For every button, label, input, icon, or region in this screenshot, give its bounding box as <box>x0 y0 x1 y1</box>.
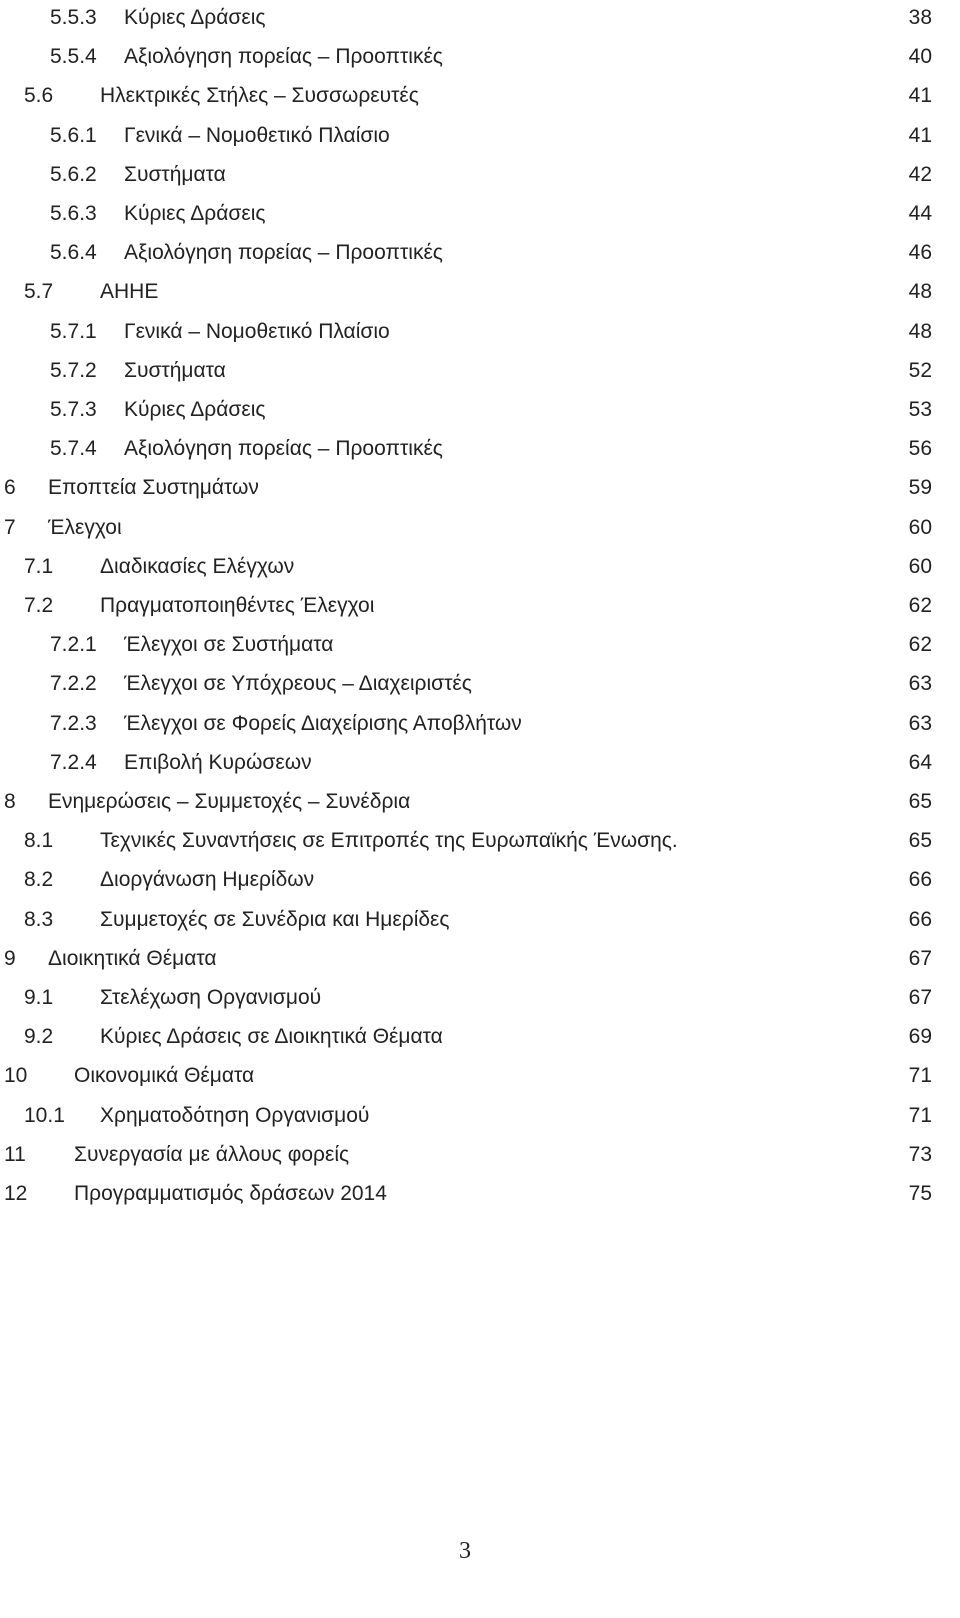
toc-entry-number: 7.2 <box>24 594 54 617</box>
toc-entry-title: Συνεργασία με άλλους φορείς <box>74 1142 350 1166</box>
toc-entry-title: Γενικά – Νομοθετικό Πλαίσιο <box>124 123 390 147</box>
toc-entry-page: 40 <box>908 45 932 69</box>
toc-entry-title: Εποπτεία Συστημάτων <box>48 476 259 500</box>
toc-entry-page: 48 <box>908 319 932 343</box>
toc-entry[interactable] <box>24 78 932 114</box>
toc-entry[interactable] <box>50 0 932 36</box>
toc-entry[interactable] <box>24 274 932 310</box>
toc-entry-title: Ηλεκτρικές Στήλες – Συσσωρευτές <box>100 84 419 108</box>
toc-entry-page: 60 <box>908 515 932 539</box>
toc-entry-title: ΑΗΗΕ <box>100 280 159 304</box>
toc-entry-title: Οικονομικά Θέματα <box>74 1064 255 1088</box>
toc-entry[interactable] <box>24 902 932 938</box>
toc-entry-number: 7.2.3 <box>50 711 97 735</box>
toc-entry[interactable] <box>50 39 932 75</box>
toc-entry-page: 75 <box>908 1182 932 1205</box>
toc-entry-title: Συμμετοχές σε Συνέδρια και Ημερίδες <box>100 907 450 931</box>
toc-entry-number: 5.7.1 <box>50 319 97 343</box>
toc-entry-title: Πραγματοποιηθέντες Έλεγχοι <box>100 594 375 617</box>
page-number: 3 <box>459 1538 471 1564</box>
toc-entry-page: 41 <box>908 84 932 108</box>
toc-entry-title: Έλεγχοι σε Υπόχρεους – Διαχειριστές <box>124 672 472 696</box>
toc-entry-number: 5.7.3 <box>50 398 97 421</box>
toc-entry-number: 7 <box>4 515 16 539</box>
toc-entry-title: Διαδικασίες Ελέγχων <box>100 554 295 578</box>
toc-entry[interactable] <box>50 235 932 271</box>
toc-entry[interactable] <box>24 980 932 1016</box>
toc-entry-number: 8 <box>4 790 16 813</box>
toc-entry-title: Έλεγχοι σε Φορείς Διαχείρισης Αποβλήτων <box>124 711 522 735</box>
toc-entry-page: 66 <box>908 907 932 931</box>
toc-entry-title: Διοικητικά Θέματα <box>48 946 217 970</box>
toc-entry-title: Συστήματα <box>124 358 226 382</box>
toc-entry-number: 7.2.2 <box>50 672 97 696</box>
toc-entry-title: Τεχνικές Συναντήσεις σε Επιτροπές της Ευρωπαϊκής Ένωσης. <box>100 829 678 853</box>
toc-entry-number: 5.6 <box>24 84 54 108</box>
toc-entry[interactable] <box>24 823 932 859</box>
toc-entry-title: Κύριες Δράσεις σε Διοικητικά Θέματα <box>100 1025 443 1049</box>
toc-entry-number: 8.2 <box>24 868 54 892</box>
toc-entry-title: Κύριες Δράσεις <box>124 202 266 225</box>
toc-entry-page: 71 <box>908 1103 932 1127</box>
toc-entry-number: 7.2.4 <box>50 750 97 774</box>
toc-entry-page: 56 <box>908 437 932 461</box>
toc-entry-number: 9.2 <box>24 1025 54 1049</box>
toc-entry-number: 5.6.3 <box>50 202 97 225</box>
toc-entry-page: 46 <box>908 241 932 265</box>
toc-entry-number: 5.6.1 <box>50 123 97 147</box>
toc-entry[interactable] <box>50 157 932 193</box>
toc-entry-number: 8.3 <box>24 907 54 931</box>
toc-entry-page: 64 <box>908 750 932 774</box>
toc-entry-page: 71 <box>908 1064 932 1088</box>
toc-entry[interactable] <box>50 745 932 781</box>
toc-entry-number: 5.7.4 <box>50 437 97 461</box>
toc-entry-page: 41 <box>908 123 932 147</box>
toc-entry-number: 6 <box>4 476 16 500</box>
toc-entry-number: 9 <box>4 946 16 970</box>
toc-entry-title: Γενικά – Νομοθετικό Πλαίσιο <box>124 319 390 343</box>
toc-entry-title: Κύριες Δράσεις <box>124 398 266 421</box>
toc-entry-title: Αξιολόγηση πορείας – Προοπτικές <box>124 241 443 265</box>
toc-entry-number: 5.7.2 <box>50 358 97 382</box>
toc-entry-number: 7.1 <box>24 554 54 578</box>
toc-entry[interactable] <box>50 314 932 350</box>
toc-entry-title: Διοργάνωση Ημερίδων <box>100 868 315 892</box>
toc-entry[interactable] <box>4 1058 932 1094</box>
toc-entry[interactable] <box>24 588 932 624</box>
toc-entry-title: Αξιολόγηση πορείας – Προοπτικές <box>124 437 443 461</box>
toc-entry-title: Επιβολή Κυρώσεων <box>124 750 312 774</box>
toc-entry-page: 42 <box>908 162 932 186</box>
toc-entry-page: 38 <box>908 6 932 29</box>
toc-entry[interactable] <box>50 392 932 428</box>
toc-entry[interactable] <box>50 431 932 467</box>
toc-entry-title: Συστήματα <box>124 162 226 186</box>
toc-entry[interactable] <box>4 941 932 977</box>
toc-entry-page: 73 <box>908 1142 932 1166</box>
toc-entry[interactable] <box>50 627 932 663</box>
toc-entry-number: 10.1 <box>24 1103 65 1127</box>
toc-entry-page: 52 <box>908 358 932 382</box>
toc-entry-number: 7.2.1 <box>50 633 97 657</box>
toc-entry[interactable] <box>4 784 932 820</box>
toc-entry-page: 62 <box>908 633 932 657</box>
toc-entry-page: 44 <box>908 202 932 225</box>
toc-entry-page: 67 <box>908 986 932 1009</box>
toc-entry[interactable] <box>50 353 932 389</box>
toc-entry-title: Αξιολόγηση πορείας – Προοπτικές <box>124 45 443 69</box>
toc-entry[interactable] <box>50 118 932 154</box>
toc-entry[interactable] <box>4 1137 932 1173</box>
toc-entry-page: 63 <box>908 711 932 735</box>
toc-entry[interactable] <box>50 196 932 232</box>
toc-entry[interactable] <box>24 1098 932 1134</box>
toc-entry-number: 5.5.4 <box>50 45 97 69</box>
toc-entry-title: Προγραμματισμός δράσεων 2014 <box>74 1182 387 1205</box>
toc-entry-page: 53 <box>908 398 932 421</box>
toc-entry[interactable] <box>24 549 932 585</box>
toc-entry-number: 5.6.2 <box>50 162 97 186</box>
toc-entry-number: 5.6.4 <box>50 241 97 265</box>
toc-entry-page: 59 <box>908 476 932 500</box>
toc-entry[interactable] <box>4 470 932 506</box>
toc-entry-title: Στελέχωση Οργανισμού <box>100 986 322 1009</box>
toc-entry[interactable] <box>4 1176 932 1212</box>
toc-entry-page: 65 <box>908 829 932 853</box>
toc-entry[interactable] <box>4 510 932 546</box>
toc-entry-page: 63 <box>908 672 932 696</box>
toc-entry-number: 9.1 <box>24 986 54 1009</box>
toc-entry[interactable] <box>50 666 932 702</box>
toc-entry-page: 62 <box>908 594 932 617</box>
toc-entry-page: 48 <box>908 280 932 304</box>
toc-entry-title: Έλεγχοι σε Συστήματα <box>124 633 334 657</box>
toc-entry-page: 67 <box>908 946 932 970</box>
toc-entry-page: 69 <box>908 1025 932 1049</box>
toc-entry-number: 5.7 <box>24 280 54 304</box>
toc-entry[interactable] <box>50 706 932 742</box>
toc-entry-title: Κύριες Δράσεις <box>124 6 266 29</box>
toc-entry-number: 5.5.3 <box>50 6 97 29</box>
toc-entry-title: Έλεγχοι <box>48 515 122 539</box>
toc-entry-number: 12 <box>4 1182 28 1205</box>
toc-entry-title: Ενημερώσεις – Συμμετοχές – Συνέδρια <box>48 790 411 813</box>
toc-entry[interactable] <box>24 862 932 898</box>
toc-entry-number: 11 <box>4 1142 26 1166</box>
toc-entry-title: Χρηματοδότηση Οργανισμού <box>100 1103 370 1127</box>
toc-entry-page: 66 <box>908 868 932 892</box>
toc-entry-page: 65 <box>908 790 932 813</box>
toc-entry-number: 8.1 <box>24 829 54 853</box>
toc-entry[interactable] <box>24 1019 932 1055</box>
toc-entry-page: 60 <box>908 554 932 578</box>
toc-entry-number: 10 <box>4 1064 28 1088</box>
